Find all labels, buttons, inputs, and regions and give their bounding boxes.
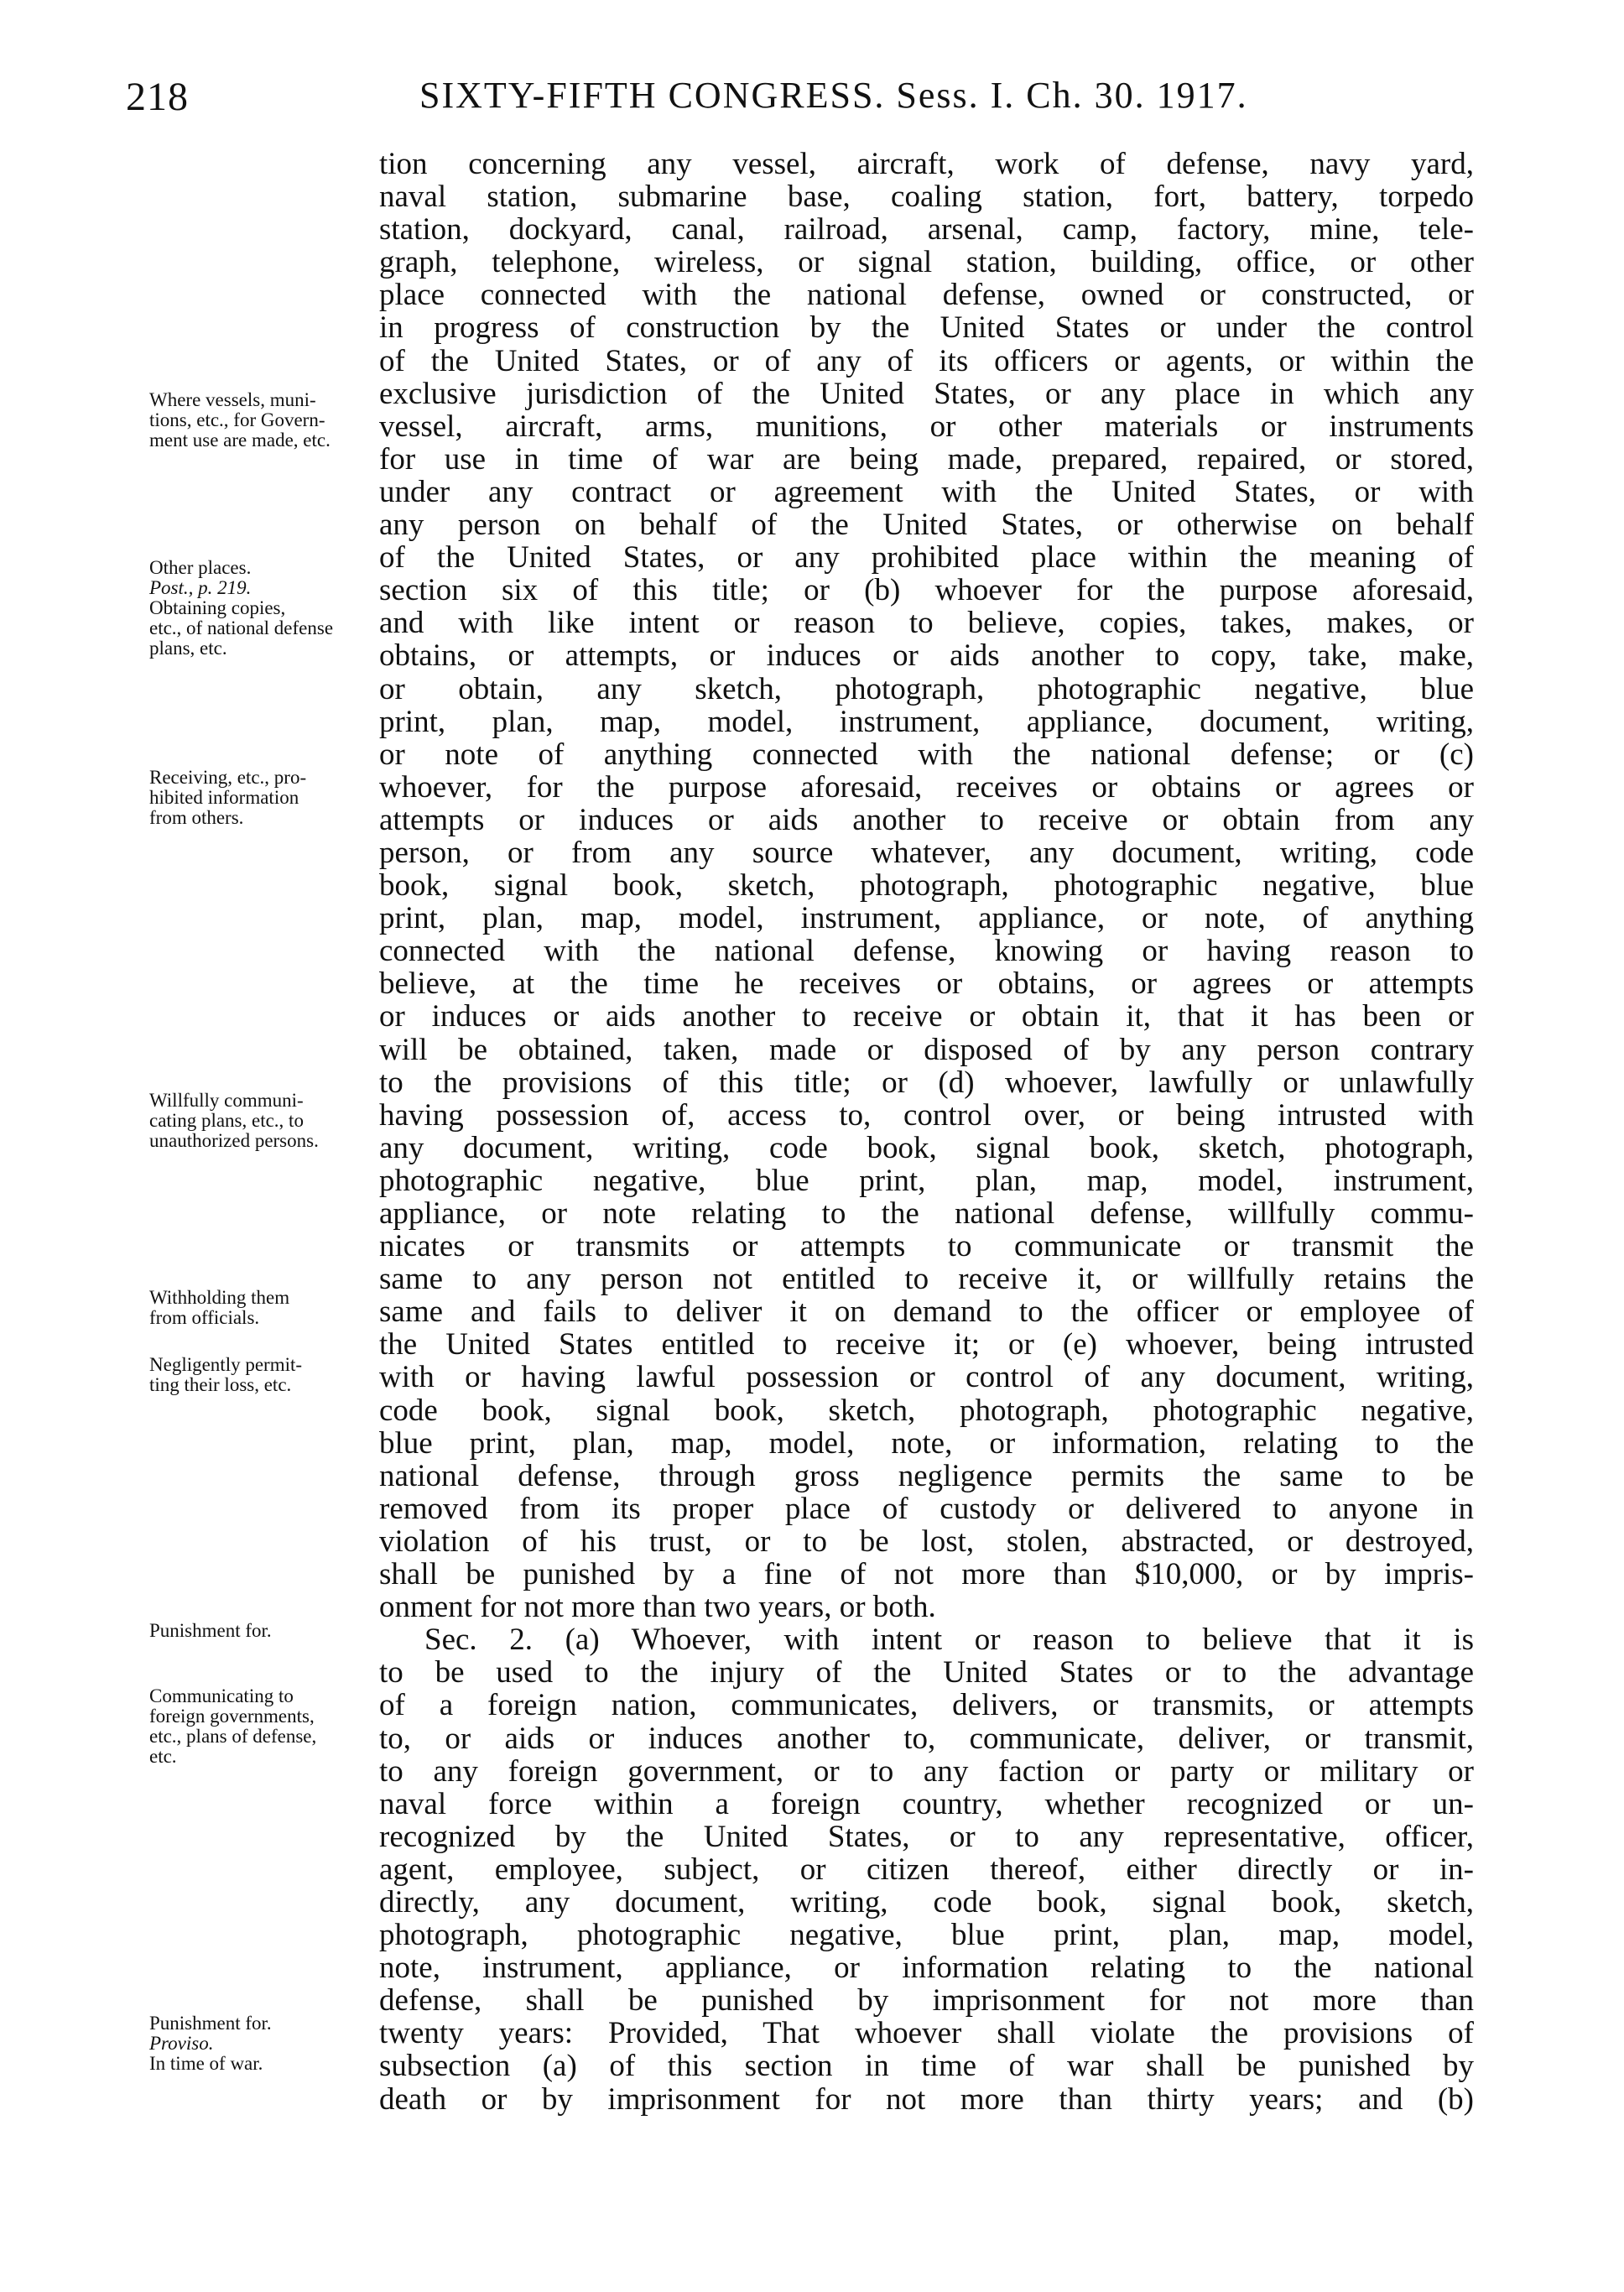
text-line: graph, telephone, wireless, or signal station, building, office, or other: [379, 245, 1474, 280]
text-line: tion concerning any vessel, aircraft, work of defense, navy yard,: [379, 147, 1474, 181]
text-line: book, signal book, sketch, photograph, photographic negative, blue: [379, 868, 1474, 904]
page-header: [0, 74, 1624, 141]
text-line: station, dockyard, canal, railroad, arsenal, camp, factory, mine, tele-: [379, 212, 1474, 247]
text-line: removed from its proper place of custody or delivered to anyone in: [379, 1491, 1474, 1526]
text-line: print, plan, map, model, instrument, appliance, document, writing,: [379, 704, 1474, 739]
text-line: to the provisions of this title; or (d) whoever, lawfully or unlawfully: [379, 1065, 1474, 1100]
margin-note: Withholding them from officials.: [149, 1287, 290, 1328]
text-line: obtains, or attempts, or induces or aids another to copy, take, make,: [379, 638, 1474, 674]
margin-note: Receiving, etc., pro- hibited information from others.: [149, 767, 307, 828]
text-line: connected with the national defense, knowing or having reason to: [379, 934, 1474, 969]
text-line: place connected with the national defense, owned or constructed, or: [379, 278, 1474, 313]
text-line: photographic negative, blue print, plan, map, model, instrument,: [379, 1163, 1474, 1198]
text-line: of the United States, or of any of its officers or agents, or within the: [379, 343, 1474, 378]
text-line: same to any person not entitled to receive it, or willfully retains the: [379, 1262, 1474, 1297]
text-line: note, instrument, appliance, or information relating to the national: [379, 1951, 1474, 1986]
text-line: of the United States, or any prohibited place within the meaning of: [379, 540, 1474, 576]
margin-note: Other places. Post., p. 219. Obtaining copies, etc., of national defense plans, etc.: [149, 557, 334, 659]
text-line: same and fails to deliver it on demand to the officer or employee of: [379, 1294, 1474, 1330]
text-line: for use in time of war are being made, prepared, repaired, or stored,: [379, 441, 1474, 477]
margin-note: Negligently permit- ting their loss, etc.: [149, 1354, 303, 1395]
text-line: of a foreign nation, communicates, delivers, or transmits, or attempts: [379, 1688, 1474, 1723]
text-line: or note of anything connected with the national defense; or (c): [379, 737, 1474, 772]
text-line: to be used to the injury of the United States or to the advantage: [379, 1655, 1474, 1690]
text-line: to any foreign government, or to any faction or party or military or: [379, 1753, 1474, 1789]
margin-note: Where vessels, muni- tions, etc., for Govern- ment use are made, etc.: [149, 389, 331, 451]
margin-note: Willfully communi- cating plans, etc., to unauthorized persons.: [149, 1090, 319, 1151]
text-line: blue print, plan, map, model, note, or information, relating to the: [379, 1425, 1474, 1461]
text-line: defense, shall be punished by imprisonment for not more than: [379, 1983, 1474, 2019]
text-line: attempts or induces or aids another to receive or obtain from any: [379, 802, 1474, 837]
margin-note: Punishment for.: [149, 1620, 272, 1641]
text-line: agent, employee, subject, or citizen thereof, either directly or in-: [379, 1852, 1474, 1887]
text-line: recognized by the United States, or to any representative, officer,: [379, 1819, 1474, 1854]
margin-note: Communicating to foreign governments, etc., plans of defense, etc.: [149, 1685, 317, 1767]
text-line: photograph, photographic negative, blue print, plan, map, model,: [379, 1918, 1474, 1953]
text-line: nicates or transmits or attempts to communicate or transmit the: [379, 1229, 1474, 1264]
text-line: appliance, or note relating to the national defense, willfully commu-: [379, 1196, 1474, 1231]
text-line: exclusive jurisdiction of the United States, or any place in which any: [379, 376, 1474, 411]
text-line: any document, writing, code book, signal book, sketch, photograph,: [379, 1130, 1474, 1165]
text-line: or induces or aids another to receive or obtain it, that it has been or: [379, 999, 1474, 1034]
text-line: code book, signal book, sketch, photograph, photographic negative,: [379, 1393, 1474, 1428]
text-line: vessel, aircraft, arms, munitions, or other materials or instruments: [379, 409, 1474, 444]
text-line: naval force within a foreign country, whether recognized or un-: [379, 1786, 1474, 1821]
text-line: believe, at the time he receives or obtains, or agrees or attempts: [379, 966, 1474, 1002]
text-line: or obtain, any sketch, photograph, photographic negative, blue: [379, 671, 1474, 706]
text-line: death or by imprisonment for not more than thirty years; and (b): [379, 2081, 1474, 2117]
text-line: the United States entitled to receive it; or (e) whoever, being intrusted: [379, 1327, 1474, 1362]
text-line: any person on behalf of the United States, or otherwise on behalf: [379, 508, 1474, 543]
text-line: naval station, submarine base, coaling station, fort, battery, torpedo: [379, 180, 1474, 215]
text-line: to, or aids or induces another to, communicate, deliver, or transmit,: [379, 1721, 1474, 1756]
text-line: and with like intent or reason to believe, copies, takes, makes, or: [379, 606, 1474, 641]
text-line: with or having lawful possession or control of any document, writing,: [379, 1360, 1474, 1395]
text-line: whoever, for the purpose aforesaid, receives or obtains or agrees or: [379, 769, 1474, 805]
text-line: subsection (a) of this section in time of war shall be punished by: [379, 2049, 1474, 2084]
body-text: [379, 148, 1474, 2116]
page-number: 218: [126, 75, 189, 119]
running-head: SIXTY-FIFTH CONGRESS. Sess. I. Ch. 30. 1917.: [419, 75, 1248, 116]
text-line: print, plan, map, model, instrument, appliance, or note, of anything: [379, 901, 1474, 936]
text-line: in progress of construction by the United States or under the control: [379, 310, 1474, 346]
text-line: onment for not more than two years, or both.: [379, 1590, 936, 1625]
text-line: national defense, through gross negligence permits the same to be: [379, 1458, 1474, 1493]
text-line: person, or from any source whatever, any document, writing, code: [379, 835, 1474, 870]
text-line: shall be punished by a fine of not more than $10,000, or by impris-: [379, 1557, 1474, 1592]
text-line: directly, any document, writing, code book, signal book, sketch,: [379, 1884, 1474, 1920]
text-line: twenty years: Provided, That whoever shall violate the provisions of: [379, 2016, 1474, 2051]
text-line: Sec. 2. (a) Whoever, with intent or reason to believe that it is: [424, 1623, 1474, 1658]
text-line: violation of his trust, or to be lost, stolen, abstracted, or destroyed,: [379, 1524, 1474, 1559]
text-line: having possession of, access to, control over, or being intrusted with: [379, 1097, 1474, 1133]
margin-note: Punishment for. Proviso. In time of war.: [149, 2013, 272, 2074]
text-line: section six of this title; or (b) whoever for the purpose aforesaid,: [379, 573, 1474, 608]
text-line: will be obtained, taken, made or disposed of by any person contrary: [379, 1032, 1474, 1067]
text-line: under any contract or agreement with the United States, or with: [379, 474, 1474, 509]
